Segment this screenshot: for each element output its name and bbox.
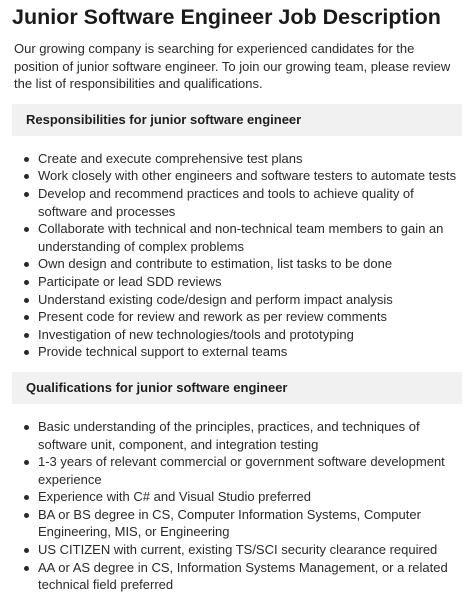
bullet-icon — [24, 566, 29, 571]
list-item-text: Participate or lead SDD reviews — [38, 273, 222, 289]
list-item-text: Investigation of new technologies/tools and prototyping — [38, 326, 354, 342]
bullet-icon — [24, 460, 29, 465]
list-item-text: Create and execute comprehensive test plans — [38, 150, 303, 166]
list-item — [38, 255, 462, 273]
qualifications-list — [12, 418, 462, 594]
list-item — [38, 506, 462, 541]
list-item-text: AA or AS degree in CS, Information Systems Management, or a related technical field preferred — [38, 559, 448, 593]
list-item-text: Understand existing code/design and perform impact analysis — [38, 291, 393, 307]
bullet-icon — [24, 350, 29, 355]
list-item-text: US CITIZEN with current, existing TS/SCI security clearance required — [38, 542, 438, 558]
list-item-text: Own design and contribute to estimation, list tasks to be done — [38, 256, 393, 272]
list-item-text: Provide technical support to external teams — [38, 344, 288, 360]
list-item-text: Develop and recommend practices and tools to achieve quality of software and processes — [38, 185, 414, 219]
list-item — [38, 343, 462, 361]
list-item-text: Work closely with other engineers and software testers to automate tests — [38, 168, 457, 184]
bullet-icon — [24, 174, 29, 179]
list-item-text: Collaborate with technical and non-technical team members to gain an understanding of complex problems — [38, 221, 444, 254]
qualifications-header: Qualifications for junior software engineer — [12, 372, 462, 404]
list-item-text: Experience with C# and Visual Studio preferred — [38, 489, 311, 505]
intro-paragraph: Our growing company is searching for experienced candidates for the position of junior software engineer. To join our growing team, please review the list of responsibilities and qualifications. — [14, 41, 451, 92]
bullet-icon — [24, 280, 29, 285]
bullet-icon — [24, 227, 29, 232]
list-item — [38, 453, 462, 488]
list-item-text: Basic understanding of the principles, practices, and techniques of software unit, component, and integration testing — [38, 418, 420, 452]
list-item — [38, 291, 462, 309]
list-item — [38, 220, 462, 255]
list-item — [38, 308, 462, 326]
list-item — [38, 326, 462, 344]
list-item — [38, 273, 462, 291]
list-item — [38, 488, 462, 506]
responsibilities-list — [12, 150, 462, 361]
bullet-icon — [24, 157, 29, 162]
list-item — [38, 150, 462, 168]
bullet-icon — [24, 262, 29, 267]
bullet-icon — [24, 548, 29, 553]
list-item-text: 1-3 years of relevant commercial or government software development experience — [38, 454, 445, 487]
list-item-text: Present code for review and rework as per review comments — [38, 309, 387, 325]
bullet-icon — [24, 333, 29, 338]
page-title: Junior Software Engineer Job Description — [12, 5, 441, 29]
bullet-icon — [24, 192, 29, 197]
bullet-icon — [24, 513, 29, 518]
list-item — [38, 541, 462, 559]
list-item-text: BA or BS degree in CS, Computer Information Systems, Computer Engineering, MIS, or Engineering — [38, 506, 421, 540]
list-item — [38, 559, 462, 594]
list-item — [38, 167, 462, 185]
bullet-icon — [24, 425, 29, 430]
bullet-icon — [24, 298, 29, 303]
responsibilities-header: Responsibilities for junior software engineer — [12, 104, 462, 136]
list-item — [38, 418, 462, 453]
bullet-icon — [24, 315, 29, 320]
list-item — [38, 185, 462, 220]
bullet-icon — [24, 495, 29, 500]
